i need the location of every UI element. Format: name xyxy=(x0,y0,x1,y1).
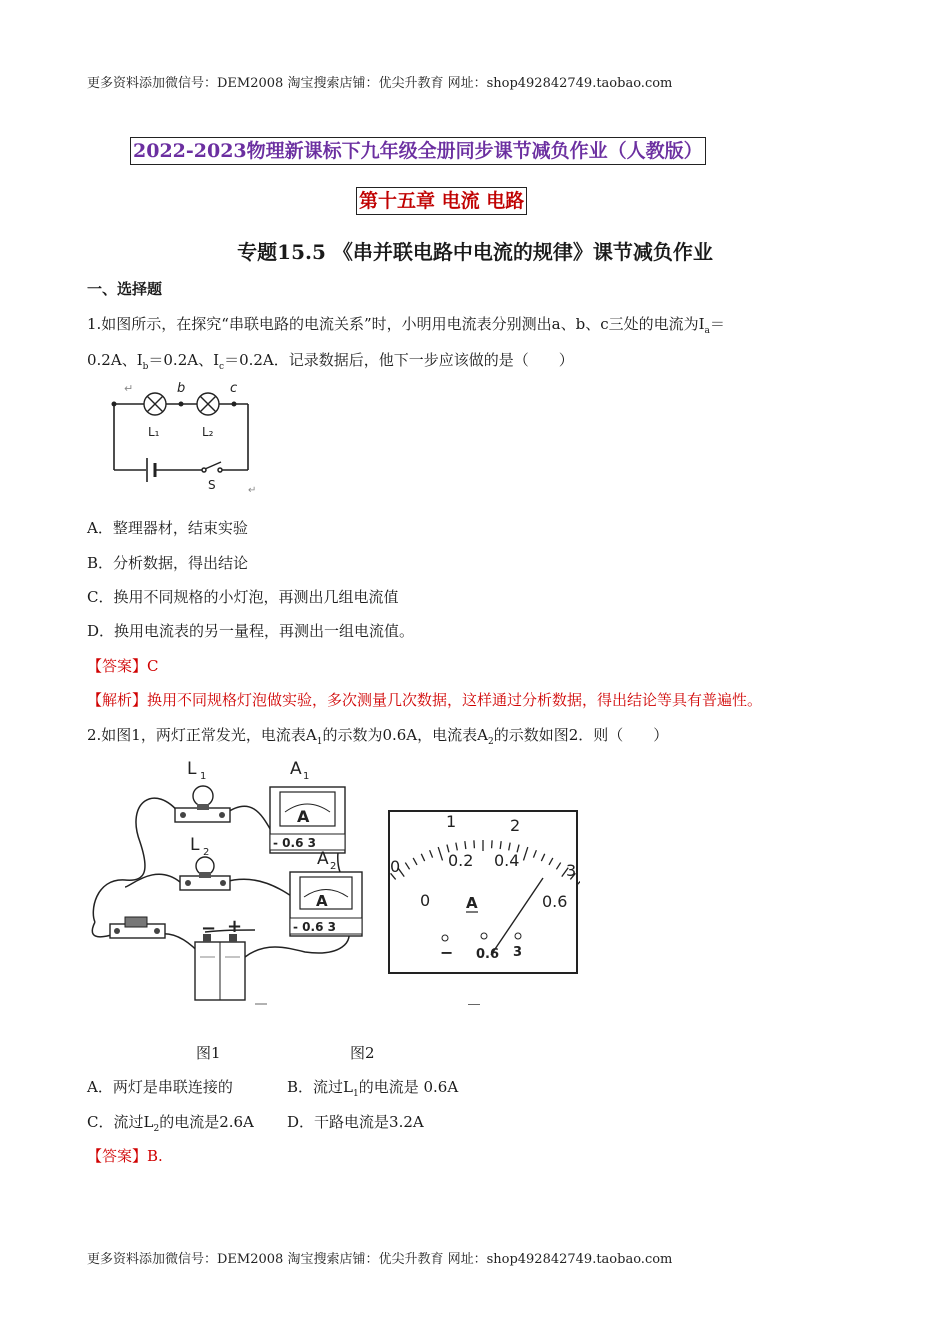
svg-text:0.4: 0.4 xyxy=(494,851,520,870)
svg-text:2: 2 xyxy=(203,847,210,858)
svg-text:- 0.6 3: - 0.6 3 xyxy=(293,920,336,934)
q1-option-b: B．分析数据，得出结论 xyxy=(87,554,249,572)
lamp-l1 xyxy=(144,393,166,415)
svg-text:A: A xyxy=(466,894,478,912)
svg-text:0: 0 xyxy=(390,857,401,876)
ammeter-a1 xyxy=(270,787,345,853)
svg-text:0.2: 0.2 xyxy=(448,851,474,870)
q1-option-a: A．整理器材，结束实验 xyxy=(87,519,248,537)
q1-stem-line2: 0.2A、$I_b=0.2A$、$I_c=0.2A$．记录数据后，他下一步应该做的是（ ） xyxy=(87,351,574,372)
q2-answer: 【答案】B. xyxy=(87,1147,163,1165)
q2-option-b: B．流过$L_1$的电流是 0.6A xyxy=(287,1078,459,1099)
label-s: S xyxy=(208,478,216,492)
svg-text:1: 1 xyxy=(446,812,457,831)
svg-text:2: 2 xyxy=(510,816,521,835)
svg-text:3: 3 xyxy=(513,945,523,960)
svg-text:- 0.6 3: - 0.6 3 xyxy=(273,836,316,850)
battery xyxy=(147,458,155,482)
svg-text:A: A xyxy=(290,759,302,779)
svg-text:0: 0 xyxy=(420,891,431,910)
svg-text:A: A xyxy=(316,892,328,910)
svg-text:L: L xyxy=(187,759,197,779)
dial-tick xyxy=(492,840,493,848)
q1-analysis: 【解析】换用不同规格灯泡做实验，多次测量几次数据，这样通过分析数据，得出结论等具有普遍性。 xyxy=(87,691,763,709)
battery-pack xyxy=(195,934,245,1000)
chapter-title: 第十五章 电流 电路 xyxy=(356,187,527,215)
q1-option-d: D．换用电流表的另一量程，再测出一组电流值。 xyxy=(87,622,415,640)
svg-text:3: 3 xyxy=(566,861,577,880)
fig1-caption: 图1 xyxy=(196,1044,221,1062)
label-l2: L₂ xyxy=(202,425,214,439)
svg-text:1: 1 xyxy=(303,771,310,782)
q2-option-c: C．流过$L_2$的电流是2.6A xyxy=(87,1113,254,1134)
q2-option-a: A．两灯是串联连接的 xyxy=(87,1078,233,1096)
lamp-l2-holder xyxy=(180,857,230,890)
svg-text:↵: ↵ xyxy=(124,382,134,395)
q2-option-d: D．干路电流是3.2A xyxy=(287,1113,424,1131)
svg-text:+: + xyxy=(227,916,243,937)
q1-option-c: C．换用不同规格的小灯泡，再测出几组电流值 xyxy=(87,588,399,606)
label-l1: L₁ xyxy=(148,425,160,439)
q2-figure-2 xyxy=(388,810,580,976)
main-title: 2022-2023物理新课标下九年级全册同步课节减负作业（人教版） xyxy=(130,137,706,165)
knife-switch xyxy=(110,917,165,938)
svg-text:0.6: 0.6 xyxy=(542,892,568,911)
switch xyxy=(202,462,222,472)
svg-text:L: L xyxy=(190,835,200,855)
page-footer: 更多资料添加微信号：DEM2008 淘宝搜索店铺：优尖升教育 网址：shop492842749.taobao.com xyxy=(87,1252,673,1267)
lamp-l2 xyxy=(197,393,219,415)
svg-text:↵: ↵ xyxy=(248,485,257,496)
svg-text:0.6: 0.6 xyxy=(476,947,500,962)
svg-text:A: A xyxy=(297,807,310,826)
q1-circuit-figure xyxy=(100,378,270,498)
lamp-l1-holder xyxy=(175,786,230,822)
svg-text:2: 2 xyxy=(330,861,337,872)
section-heading: 一、选择题 xyxy=(87,280,163,298)
q2-stem: 2.如图1，两灯正常发光，电流表$A_1$的示数为0.6A，电流表$A_2$的示数如图2．则（ ） xyxy=(87,726,669,747)
svg-text:A: A xyxy=(317,849,329,869)
dial-tick xyxy=(474,840,475,848)
topic-title: 专题15.5 《串并联电路中电流的规律》课节减负作业 xyxy=(237,240,713,264)
q1-answer: 【答案】C xyxy=(87,657,159,675)
label-b: b xyxy=(177,381,186,396)
svg-text:−: − xyxy=(201,918,217,939)
svg-text:−: − xyxy=(440,943,454,962)
label-c: c xyxy=(230,381,238,396)
q2-figure-1 xyxy=(85,752,365,1010)
q1-stem-line1: 1.如图所示，在探究“串联电路的电流关系”时，小明用电流表分别测出a、b、c三处的电流为$I_a=$ xyxy=(87,315,725,336)
page-header: 更多资料添加微信号：DEM2008 淘宝搜索店铺：优尖升教育 网址：shop492842749.taobao.com xyxy=(87,76,673,91)
fig2-caption: 图2 xyxy=(350,1044,375,1062)
svg-text:1: 1 xyxy=(200,771,207,782)
ammeter-a2 xyxy=(290,872,362,936)
